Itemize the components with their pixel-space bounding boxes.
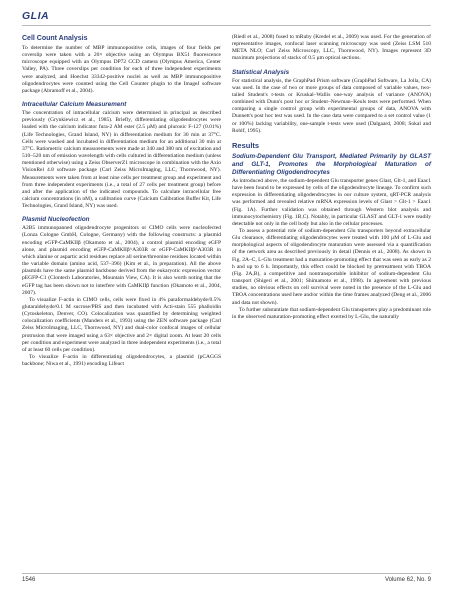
right-column	[232, 34, 431, 321]
paragraph-results-3: To further substantiate that sodium-dependent Glu transporters play a predominant role in the observed maturation-promoting effect exerted by L-Glu, the naturally	[232, 306, 431, 320]
header-divider	[22, 25, 431, 26]
left-column	[22, 34, 221, 368]
paragraph-cell-count: To determine the number of MBP immunopositive cells, images of four fields per coverslip were taken with a 20× objective using an Olympus BX51 fluorescence microscope equipped with an Olympus DP72 CCD camera (Olympus America, Center Valley, PA). Three coverslips per condition for each of three independent experiments were analyzed, and Hoechst 33342-positive nuclei as well as MBP immunopositive oligodendrocytes were counted using the Cell Counter plugin to the ImageJ software package (Abramoff et al., 2004).	[22, 45, 221, 94]
journal-running-head: GLIA	[22, 10, 50, 22]
section-heading-plasmid: Plasmid Nucleofection	[22, 216, 90, 224]
paragraph-plasmid-3: To visualize F-actin in differentiating oligodendrocytes, a plasmid (pCAGGS backbone; Niwa et al., 1991) encoding Lifeact	[22, 354, 221, 368]
paragraph-continued: (Riedl et al., 2008) fused to mRuby (Kredel et al., 2009) was used. For the generation of representative images, confocal laser scanning microscopy was used (Zeiss LSM 510 META NLO; Carl Zeiss Microscopy, LLC, Thornwood, NY). Images represent 3D maximum projections of stacks of 0.5 µm optical sections.	[232, 34, 431, 62]
paragraph-results-2: To assess a potential role of sodium-dependent Glu transporters beyond extracellular Glu clearance, differentiating oligodendrocytes were treated with 100 µM of L-Glu and morphological aspects of oligodendrocyte maturation were assessed via a quantification of the network area as described previously in detail (Dennis et al., 2008). As shown in Fig. 2A–C, L-Glu treatment had a maturation-promoting effect that was seen as early as 2 h and up to 6 h. Importantly, this effect could be blocked by pretreatment with TBOA (Fig. 2A,B), a competitive and nontransportable inhibitor of sodium-dependent Glu transport (Shigeri et al., 2001; Shimamoto et al., 1998). In agreement with previous studies, no obvious effects on cell survival were noted in the presence of the L-Glu and TBOA concentrations used here and/or within the time frames analyzed (Deng et al., 2006 and data not shown).	[232, 227, 431, 306]
section-heading-results: Results	[232, 140, 260, 150]
footer-divider	[22, 573, 431, 574]
section-heading-calcium: Intracellular Calcium Measurement	[22, 101, 127, 109]
section-heading-statistics: Statistical Analysis	[232, 68, 290, 76]
subsection-heading-glu-transport: Sodium-Dependent Glu Transport, Mediated Primarily by GLAST and GLT-1, Promotes the Morphological Maturation of Differentiating Oligodendrocytes	[232, 152, 431, 176]
page-number: 1546	[22, 577, 36, 583]
paragraph-results-1: As introduced above, the sodium-dependent Glu transporter genes Glast, Glt-1, and Eaac1 have been found to be expressed by cells of the oligodendrocyte lineage. To confirm such expression in differentiating oligodendrocytes in our culture system, qRT-PCR analysis was performed and revealed relative mRNA expression levels of Glast > Glt-1 > Eaac1 (Fig. 1A). Further validation was obtained through Western blot analysis and immunocytochemistry (Fig. 1B,C). Notably, in particular GLAST and GLT-1 were readily detectable not only in the cell body but also in the cellular processes.	[232, 177, 431, 227]
paragraph-statistics: For statistical analysis, the GraphPad Prism software (GraphPad Software, La Jolla, CA) was used. In the case of two or more groups of data composed of variable values, two-tailed Student's t-tests or Kruskal–Wallis one-way analysis of variance (ANOVA) combined with Dunn's post hoc or Student–Newman–Keuls tests were performed. When comparing a single control group with experimental groups of data, ANOVA with Dunnett's post hoc test was used. In the case data were compared to a set control value (1 or 100%) lacking variability, one-sample t-tests were used (Dalgaard, 2008; Sokal and Rohlf, 1995).	[232, 77, 431, 134]
paragraph-calcium: The concentration of intracellular calcium were determined in principal as described previously (Grynkiewicz et al., 1985). Briefly, differentiating oligodendrocytes were loaded with the calcium indicator fura-2 AM ester (2.5 µM) and pluronic F-127 (0.01%) (Life Technologies, Grand Island, NY) in differentiation medium for 30 min at 37°C. Cells were washed and incubated in differentiation medium for an additional 30 min at 37°C. Ratiometric calcium measurements were made at 340 and 380 nm of excitation and 510–520 nm of emission wavelength with cells cultured in differentiation medium (unless mentioned otherwise) using a Zeiss ObserverZ1 microscope in combination with the Axio VisionRel 4.8 software package (Carl Zeiss MicroImaging, LLC, Thornwood, NY). Measurements were taken from at least nine cells per treatment group and experiment and from three independent experiments (i.e., a total of 27 cells per treatment group) before and after the application of the indicated compounds. To calculate intracellular free calcium concentrations (in nM), a calibration curve (Calcium Calibration Buffer Kit, Life Technologies, Grand Island, NY) was used.	[22, 110, 221, 210]
paragraph-plasmid-1: A2B5 immunopanned oligodendrocyte progenitors or CIMO cells were nucleofected (Lonza Cologne GmbH, Cologne, Germany) with the following constructs: a plasmid encoding eGFP-CaMKIIβ (Okamoto et al., 2004), a control plasmid encoding eGFP alone, and plasmid encoding eGFP-CaMKIIβ^A303R or eGFP-CaMKIIβ^A303R in which alanine or aspartic acid residues replace all serine/threonine residues located within the variable domain (amino acid, 537–396) (Kim et al., in preparation). All the above plasmids have the same plasmid backbone derived from the eukaryotic expression vector pEGFP-C1 (Clontech Laboratories, Mountain View, CA). It is also worth noting that the eGFP tag has been shown not to interfere with CaMKIIβ function (Okamoto et al., 2004, 2007).	[22, 225, 221, 296]
volume-label: Volume 62, No. 9	[384, 577, 431, 583]
section-heading-cell-count: Cell Count Analysis	[22, 35, 88, 42]
paragraph-plasmid-2: To visualize F-actin in CIMO cells, cells were fixed in 4% paraformaldehyde/0.5% glutaraldehyde/0.1 M sucrose/PBS and then incubated with Acti-stain 555 phalloidin (Cytoskeleton, Denver, CO). Colocalization was quantified by determining weighted colocalization coefficients (Manders et al., 1993) using the ZEN software package (Carl Zeiss MicroImaging, LLC, Thornwood, NY) and dual-color confocal images of cellular protrusion that were imaged using a 63× objective and 2× digital zoom. At least 20 cells per condition and experiment were analyzed in three independent experiments (i.e., a total of at least 60 cells per condition).	[22, 296, 221, 353]
